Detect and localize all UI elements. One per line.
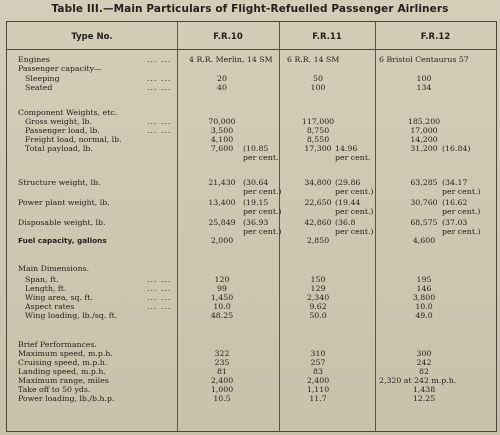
header-fr10: F.R.10: [213, 32, 243, 42]
header-fr11: F.R.11: [312, 32, 342, 42]
cell-fr12: 30,760: [410, 198, 438, 207]
leader-dots: ... ...: [147, 293, 172, 302]
row-label: Freight load, normal, lb.: [25, 135, 122, 144]
cell-fr10: 2,000: [210, 236, 234, 245]
cell-fr12: 82: [419, 367, 429, 376]
cell-fr12: 63,285: [410, 178, 438, 187]
cell-fr10: 40: [217, 83, 227, 92]
table-row: [7, 311, 496, 320]
percent-fr11: 14.96: [335, 144, 358, 153]
table-row: [7, 126, 496, 135]
leader-dots: ... ...: [147, 302, 172, 311]
percent-cont: per cent.): [335, 187, 374, 196]
row-label: Take off to 50 yds.: [18, 385, 91, 394]
cell-fr12: 14,200: [410, 135, 438, 144]
cell-fr12: 195: [416, 275, 432, 284]
table-row: [7, 236, 496, 245]
particulars-table: [6, 21, 497, 432]
cell-fr11: 8,750: [306, 126, 330, 135]
cell-fr10: 120: [214, 275, 230, 284]
row-label: Total payload, lb.: [25, 144, 93, 153]
cell-fr11: 117,000: [301, 117, 335, 126]
percent-cont: per cent.): [243, 207, 282, 216]
table-row: [7, 227, 496, 236]
table-row: [7, 302, 496, 311]
cell-fr12: 68,575: [410, 218, 438, 227]
row-label: Disposable weight, lb.: [18, 218, 106, 227]
percent-cont: per cent.): [243, 187, 282, 196]
cell-fr11: 8,550: [306, 135, 330, 144]
cell-fr10: 81: [217, 367, 227, 376]
row-label: Gross weight, lb.: [25, 117, 92, 126]
cell-fr10: 21,430: [208, 178, 236, 187]
cell-fr10: 322: [214, 349, 230, 358]
table-row: [7, 376, 496, 385]
table-row: [7, 55, 496, 64]
percent-fr10: (19.15: [243, 198, 269, 207]
cell-fr12: 17,000: [410, 126, 438, 135]
cell-fr10: 7,600: [210, 144, 234, 153]
cell-fr11: 257: [310, 358, 326, 367]
table-row: [7, 358, 496, 367]
leader-dots: ... ...: [147, 83, 172, 92]
row-label: Power loading, lb./b.h.p.: [18, 394, 115, 403]
cell-fr12: 49.0: [415, 311, 433, 320]
table-row: [7, 349, 496, 358]
cell-fr11: 34,800: [304, 178, 332, 187]
table-row: [7, 135, 496, 144]
percent-fr12: (16.62: [442, 198, 468, 207]
percent-fr10: (30.64: [243, 178, 269, 187]
row-label: Wing loading, lb./sq. ft.: [25, 311, 118, 320]
percent-cont: per cent.): [442, 207, 481, 216]
row-label: Passenger capacity—: [18, 64, 102, 73]
row-label: Fuel capacity, gallons: [18, 236, 107, 245]
table-row: [7, 178, 496, 187]
row-label: Landing speed, m.p.h.: [18, 367, 106, 376]
percent-cont: per cent.): [442, 227, 481, 236]
table-row: [7, 144, 496, 153]
cell-fr11: 100: [310, 83, 326, 92]
table-row: [7, 394, 496, 403]
cell-fr12: 6 Bristol Centaurus 57: [379, 55, 469, 64]
percent-fr11: (19.44: [335, 198, 361, 207]
percent-fr11-cont: per cent.: [335, 153, 371, 162]
cell-fr11: 2,340: [306, 293, 330, 302]
row-label: Seated: [25, 83, 53, 92]
cell-fr11: 83: [313, 367, 323, 376]
leader-dots: ... ...: [147, 284, 172, 293]
percent-fr10-cont: per cent.: [243, 153, 279, 162]
row-label: Structure weight, lb.: [18, 178, 101, 187]
cell-fr10: 235: [214, 358, 230, 367]
table-row: [7, 187, 496, 196]
cell-fr10: 10.5: [213, 394, 231, 403]
percent-fr12: (16.84): [442, 144, 471, 153]
table-row: [7, 293, 496, 302]
row-label: Passenger load, lb.: [25, 126, 100, 135]
cell-fr12: 185,200: [407, 117, 441, 126]
table-row: [7, 74, 496, 83]
percent-cont: per cent.): [442, 187, 481, 196]
leader-dots: ... ...: [147, 275, 172, 284]
cell-fr12: 10.0: [415, 302, 433, 311]
table-row: [7, 117, 496, 126]
percent-fr10: (36.93: [243, 218, 269, 227]
leader-dots: ... ...: [147, 55, 172, 64]
leader-dots: ... ...: [147, 126, 172, 135]
table-row: [7, 275, 496, 284]
leader-dots: ... ...: [147, 117, 172, 126]
cell-fr11: 50: [313, 74, 323, 83]
table-row: [7, 367, 496, 376]
section-heading: Brief Performances.: [18, 340, 97, 349]
leader-dots: ... ...: [147, 74, 172, 83]
row-label: Cruising speed, m.p.h.: [18, 358, 108, 367]
table-row: [7, 153, 496, 162]
percent-fr12: (34.17: [442, 178, 468, 187]
cell-fr12: 100: [416, 74, 432, 83]
cell-fr11: 2,400: [306, 376, 330, 385]
table-row: [7, 264, 496, 273]
section-heading: Component Weights, etc.: [18, 108, 118, 117]
cell-fr12: 31,200: [410, 144, 438, 153]
table-row: [7, 207, 496, 216]
row-label: Sleeping: [25, 74, 60, 83]
percent-fr11: (29.86: [335, 178, 361, 187]
table-row: [7, 218, 496, 227]
cell-fr10: 20: [217, 74, 227, 83]
cell-fr11: 50.0: [309, 311, 327, 320]
cell-fr11: 1,110: [306, 385, 330, 394]
cell-fr11: 150: [310, 275, 326, 284]
cell-fr10: 10.0: [213, 302, 231, 311]
cell-fr11: 17,300: [304, 144, 332, 153]
cell-fr10: 25,849: [208, 218, 236, 227]
header-type-no: Type No.: [71, 32, 113, 42]
row-label: Aspect rates: [25, 302, 75, 311]
row-label: Maximum range, miles: [18, 376, 109, 385]
row-label: Engines: [18, 55, 50, 64]
cell-fr10: 2,400: [210, 376, 234, 385]
cell-fr12: 4,600: [412, 236, 436, 245]
table-row: [7, 284, 496, 293]
cell-fr10: 4,100: [210, 135, 234, 144]
cell-fr10: 1,450: [210, 293, 234, 302]
cell-fr12: 146: [416, 284, 432, 293]
row-label: Span, ft.: [25, 275, 59, 284]
cell-fr11: 129: [310, 284, 326, 293]
cell-fr12: 2,320 at 242 m.p.h.: [379, 376, 457, 385]
row-label: Maximum speed, m.p.h.: [18, 349, 113, 358]
percent-fr11: (36.8: [335, 218, 356, 227]
cell-fr10: 99: [217, 284, 227, 293]
cell-fr10: 13,400: [208, 198, 236, 207]
section-heading: Main Dimensions.: [18, 264, 90, 273]
cell-fr12: 12.25: [412, 394, 436, 403]
cell-fr11: 310: [310, 349, 326, 358]
table-row: [7, 340, 496, 349]
cell-fr12: 242: [416, 358, 432, 367]
cell-fr11: 11.7: [309, 394, 327, 403]
row-label: Length, ft.: [25, 284, 67, 293]
row-label: Power plant weight, lb.: [18, 198, 110, 207]
cell-fr12: 1,438: [412, 385, 436, 394]
cell-fr12: 300: [416, 349, 432, 358]
percent-cont: per cent.): [335, 227, 374, 236]
cell-fr10: 1,000: [210, 385, 234, 394]
header-rule: [7, 49, 496, 50]
row-label: Wing area, sq. ft.: [25, 293, 93, 302]
table-row: [7, 83, 496, 92]
header-fr12: F.R.12: [420, 32, 451, 42]
cell-fr10: 48.25: [210, 311, 234, 320]
table-row: [7, 108, 496, 117]
cell-fr10: 70,000: [208, 117, 236, 126]
percent-cont: per cent.): [335, 207, 374, 216]
cell-fr11: 9.62: [309, 302, 327, 311]
cell-fr11: 6 R.R. 14 SM: [287, 55, 340, 64]
cell-fr12: 3,800: [412, 293, 436, 302]
percent-cont: per cent.): [243, 227, 282, 236]
table-row: [7, 64, 496, 73]
percent-fr12: (37.03: [442, 218, 468, 227]
cell-fr10: 3,500: [210, 126, 234, 135]
percent-fr10: (10.85: [243, 144, 269, 153]
cell-fr12: 134: [416, 83, 432, 92]
cell-fr11: 42,860: [304, 218, 332, 227]
table-row: [7, 198, 496, 207]
table-row: [7, 385, 496, 394]
cell-fr11: 22,650: [304, 198, 332, 207]
table-title: Table III.—Main Particulars of Flight-Refuelled Passenger Airliners: [51, 3, 449, 15]
cell-fr10: 4 R.R. Merlin, 14 SM: [189, 55, 273, 64]
cell-fr11: 2,850: [306, 236, 330, 245]
